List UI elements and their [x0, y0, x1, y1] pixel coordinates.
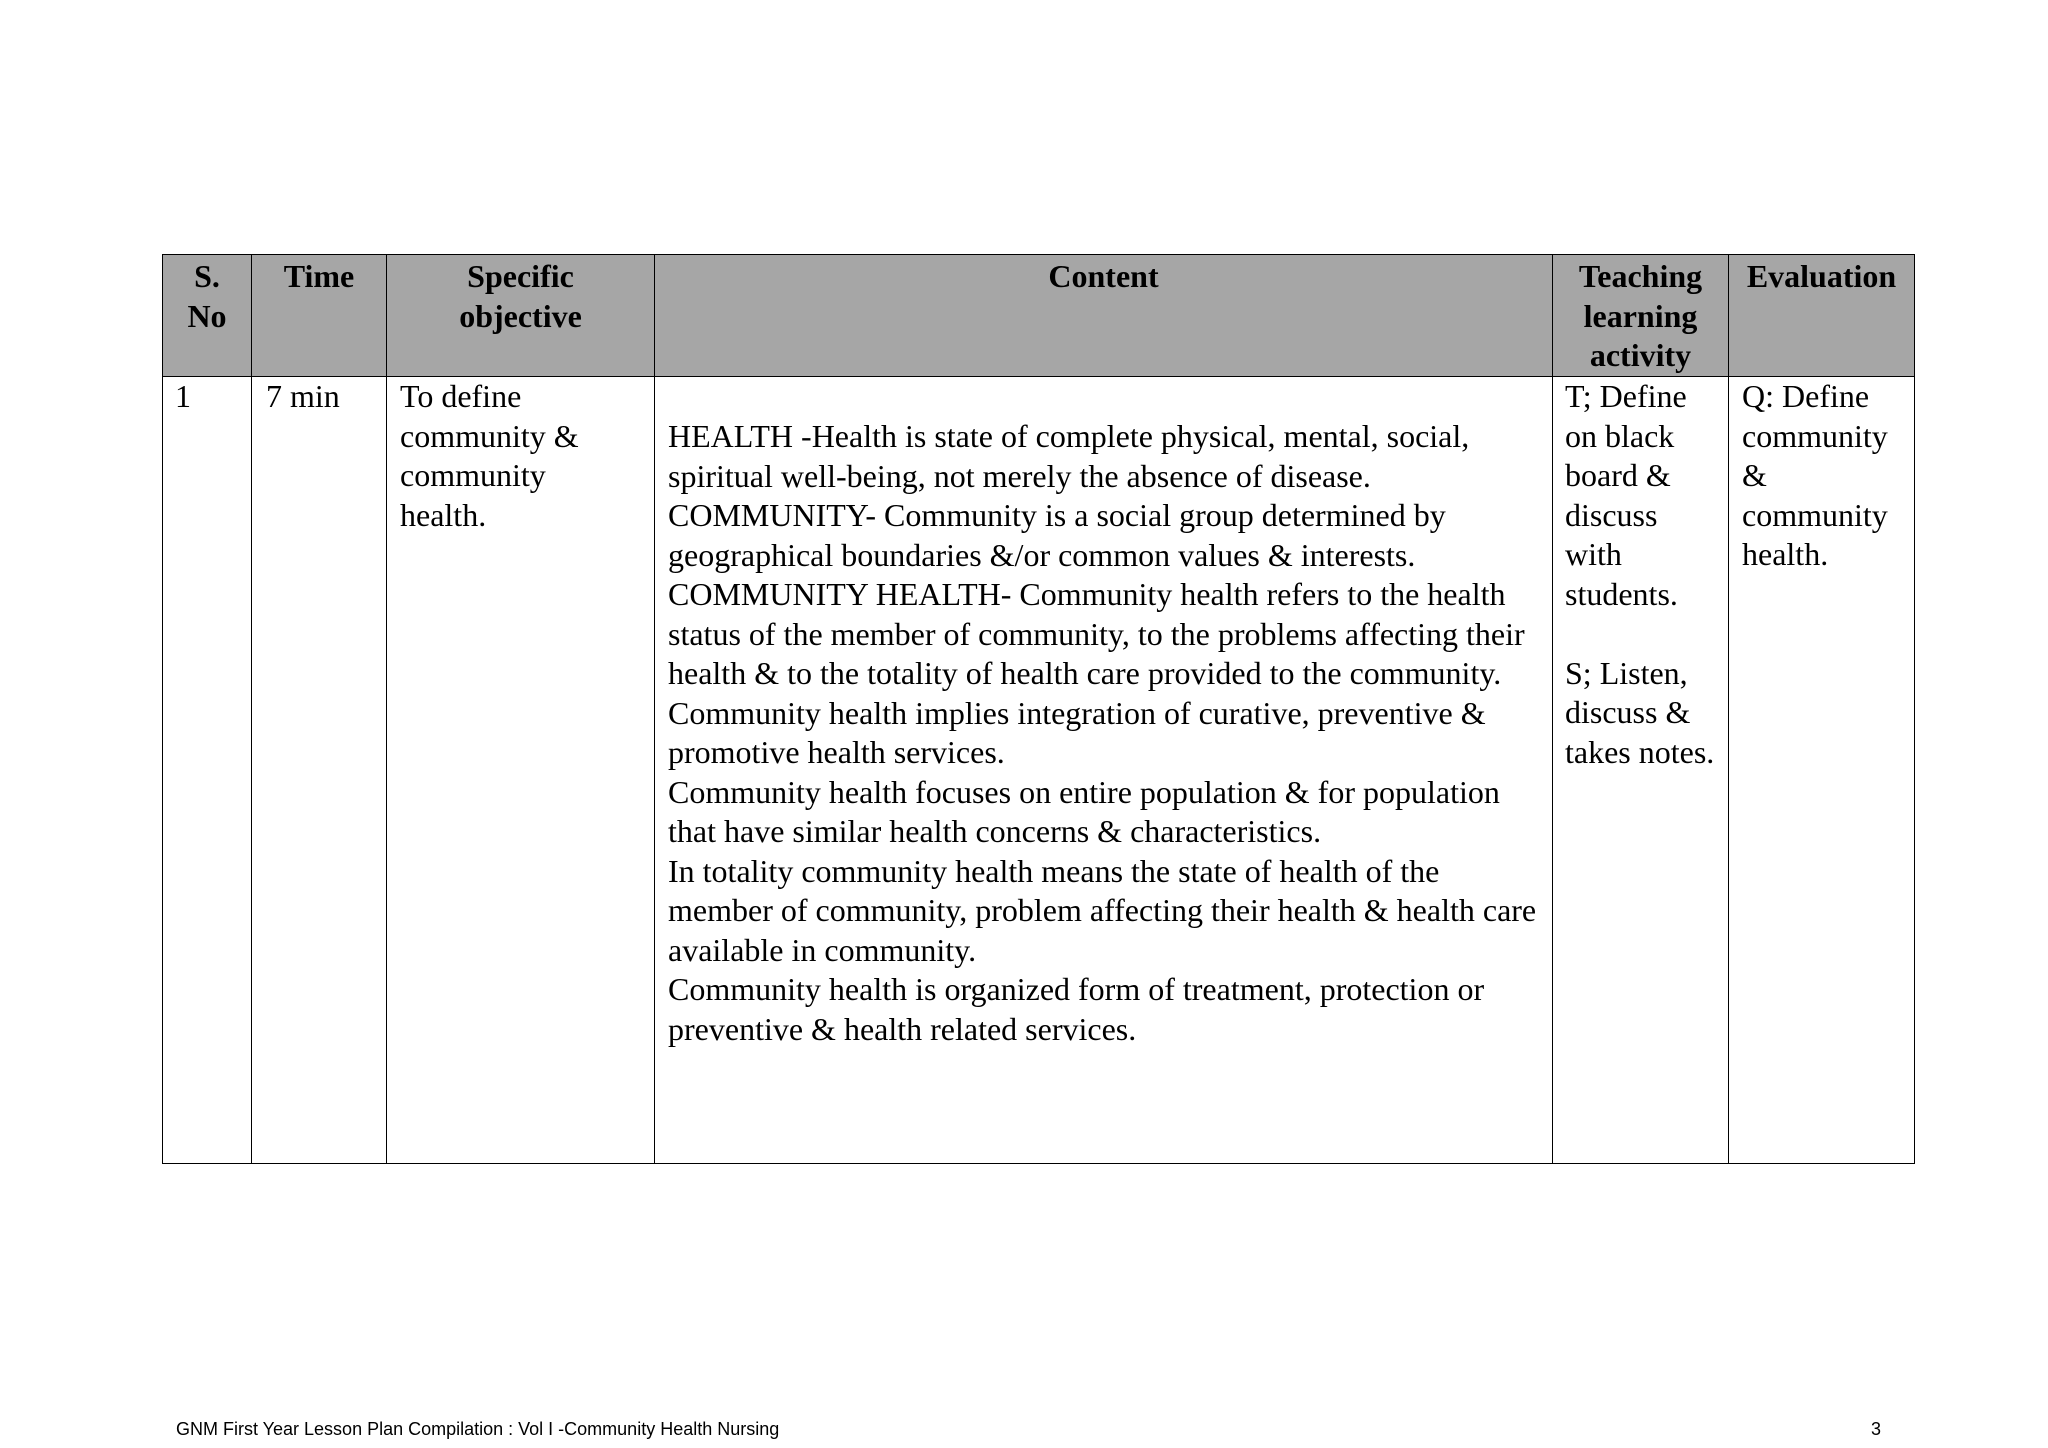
activity-student: S; Listen, discuss & takes notes.: [1565, 654, 1715, 770]
footer-title: GNM First Year Lesson Plan Compilation : Vol I -Community Health Nursing: [176, 1419, 780, 1439]
content-health-definition: HEALTH -Health is state of complete physical, mental, social, spiritual well-being, not merely the absence of disease.: [668, 418, 1470, 494]
content-totality: In totality community health means the state of health of the member of community, problem affecting their health & health care available in community.: [668, 852, 1537, 968]
activity-teacher: T; Define on black board & discuss with students.: [1565, 378, 1687, 612]
page-number: 3: [1870, 1419, 1881, 1439]
content-population-focus: Community health focuses on entire population & for population that have similar health concerns & characteristics.: [668, 773, 1500, 849]
content-community-definition: COMMUNITY- Community is a social group determined by geographical boundaries &/or common values & interests.: [668, 497, 1446, 573]
header-sno: S. No: [163, 255, 252, 377]
content-organized-form: Community health is organized form of treatment, protection or preventive & health related services.: [668, 971, 1485, 1047]
table-header-row: [163, 255, 1915, 377]
header-activity: Teaching learning activity: [1553, 255, 1729, 377]
cell-objective: To define community & community health.: [387, 377, 655, 1164]
header-evaluation: Evaluation: [1729, 255, 1915, 377]
activity-spacer: [1565, 614, 1720, 654]
cell-time: 7 min: [252, 377, 387, 1164]
cell-sno: 1: [163, 377, 252, 1164]
header-objective: Specific objective: [387, 255, 655, 377]
cell-content: [655, 377, 1553, 1164]
cell-activity: [1553, 377, 1729, 1164]
lesson-plan-table: [162, 254, 1915, 1164]
header-content: Content: [655, 255, 1553, 377]
table-row: [163, 377, 1915, 1164]
content-community-health-definition: COMMUNITY HEALTH- Community health refers to the health status of the member of community, to the problems affecting their health & to the totality of health care provided to the community. Community health implies integration of curative, preventive & promotive health services.: [668, 576, 1525, 770]
header-time: Time: [252, 255, 387, 377]
cell-evaluation: Q: Define community & community health.: [1729, 377, 1915, 1164]
